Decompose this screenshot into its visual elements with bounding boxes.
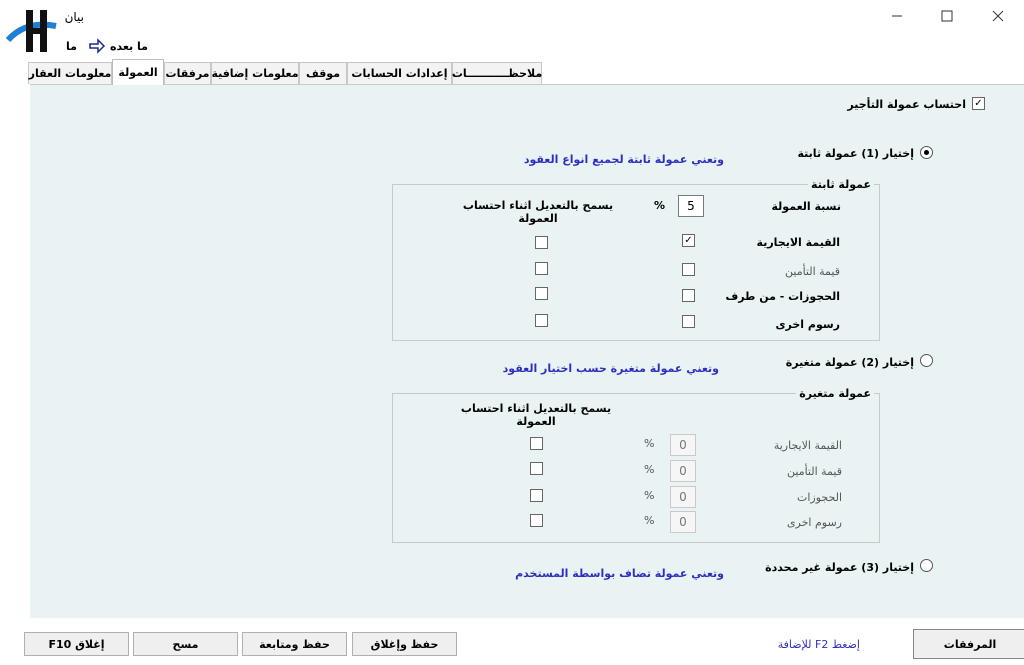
variable-row-input[interactable]: 0: [670, 434, 696, 456]
close-f10-label: إغلاق F10: [48, 637, 105, 651]
variable-row-allow-checkbox[interactable]: [530, 437, 543, 450]
window-title: بيان: [64, 10, 84, 24]
fixed-row-allow-checkbox[interactable]: [535, 236, 548, 249]
save-continue-label: حفظ ومتابعة: [259, 637, 330, 651]
close-button[interactable]: [987, 6, 1009, 26]
variable-row-allow-checkbox[interactable]: [530, 462, 543, 475]
fixed-percent-sign: %: [654, 199, 666, 212]
clear-button[interactable]: [133, 632, 238, 656]
tab-attachments[interactable]: [164, 62, 211, 84]
fixed-row-checkbox[interactable]: [682, 315, 695, 328]
fixed-row-checkbox[interactable]: ✓: [682, 234, 695, 247]
next-button[interactable]: ما بعده: [110, 40, 148, 53]
variable-row-label: قيمة التأمين: [787, 465, 842, 478]
option1-label: إختيار (1) عمولة ثابتة: [797, 147, 914, 160]
tab-position[interactable]: [299, 62, 347, 84]
title-bar: [0, 0, 1024, 32]
save-close-button[interactable]: [352, 632, 457, 656]
variable-allow-header: يسمح بالتعديل اثناء احتساب العمولة: [460, 402, 612, 428]
fixed-row-allow-checkbox[interactable]: [535, 262, 548, 275]
save-close-label: حفظ وإغلاق: [370, 637, 439, 651]
tab-notes[interactable]: [452, 62, 542, 84]
variable-row-label: الحجوزات: [796, 491, 842, 504]
tab-label: معلومات إضافية: [211, 67, 299, 80]
prev-label[interactable]: ما: [66, 40, 77, 53]
variable-row-input[interactable]: 0: [670, 486, 696, 508]
fixed-row-allow-checkbox[interactable]: [535, 314, 548, 327]
variable-percent-sign: %: [644, 489, 655, 502]
fixed-group-title: عمولة ثابتة: [808, 178, 874, 191]
fixed-row-label: الحجوزات - من طرف: [725, 290, 840, 303]
tab-label: إعدادات الحسابات: [351, 67, 448, 80]
variable-row-label: القيمة الايجارية: [773, 439, 842, 452]
option3-label: إختيار (3) عمولة غير محددة: [765, 561, 914, 574]
fixed-row-label: القيمة الايجارية: [756, 236, 840, 249]
tab-additional-info[interactable]: [211, 62, 299, 84]
option2-label: إختيار (2) عمولة متغيرة: [785, 356, 914, 369]
tab-label: العمولة: [118, 66, 158, 79]
variable-percent-sign: %: [644, 463, 655, 476]
next-arrow-icon[interactable]: [88, 38, 106, 54]
variable-row-input[interactable]: 0: [670, 511, 696, 533]
fixed-rate-input[interactable]: 5: [678, 195, 704, 217]
option1-description: وتعني عمولة ثابتة لجميع انواع العقود: [523, 153, 724, 166]
clear-label: مسح: [172, 637, 199, 651]
variable-percent-sign: %: [644, 437, 655, 450]
enable-commission-checkbox[interactable]: ✓: [972, 97, 985, 110]
minimize-button[interactable]: [886, 6, 908, 26]
variable-row-allow-checkbox[interactable]: [530, 514, 543, 527]
variable-row-label: رسوم اخرى: [786, 516, 842, 529]
fixed-row-checkbox[interactable]: [682, 289, 695, 302]
app-logo: [6, 6, 66, 56]
tab-label: مرفقات: [165, 67, 210, 80]
tab-account-settings[interactable]: [347, 62, 452, 84]
variable-row-input[interactable]: 0: [670, 460, 696, 482]
tab-label: ملاحظـــــــــــات: [451, 67, 543, 80]
tab-property-info[interactable]: [28, 62, 112, 84]
add-hint: إضغط F2 للإضافة: [777, 638, 860, 651]
commission-panel: [30, 84, 1024, 618]
attachments-button-label: المرفقات: [943, 637, 997, 651]
option3-radio[interactable]: [920, 559, 933, 572]
fixed-row-label: قيمة التأمين: [785, 265, 840, 278]
option1-radio[interactable]: [920, 146, 933, 159]
fixed-allow-header: يسمح بالتعديل اثناء احتساب العمولة: [462, 199, 614, 225]
variable-row-allow-checkbox[interactable]: [530, 489, 543, 502]
fixed-row-allow-checkbox[interactable]: [535, 287, 548, 300]
tab-commission[interactable]: [112, 59, 164, 85]
option2-description: وتعني عمولة متغيرة حسب اختيار العقود: [502, 362, 719, 375]
close-f10-button[interactable]: [24, 632, 129, 656]
maximize-button[interactable]: [936, 6, 958, 26]
tab-label: موقف: [306, 67, 341, 80]
fixed-rate-label: نسبة العمولة: [771, 200, 841, 213]
variable-group-title: عمولة متغيرة: [796, 387, 874, 400]
enable-commission-label: احتساب عمولة التأجير: [847, 98, 966, 111]
variable-percent-sign: %: [644, 514, 655, 527]
fixed-row-checkbox[interactable]: [682, 263, 695, 276]
attachments-button[interactable]: [913, 629, 1024, 659]
option2-radio[interactable]: [920, 354, 933, 367]
save-continue-button[interactable]: [242, 632, 347, 656]
fixed-row-label: رسوم اخرى: [775, 318, 840, 331]
tab-label: معلومات العقار: [28, 67, 112, 80]
option3-description: وتعني عمولة تضاف بواسطة المستخدم: [515, 567, 724, 580]
